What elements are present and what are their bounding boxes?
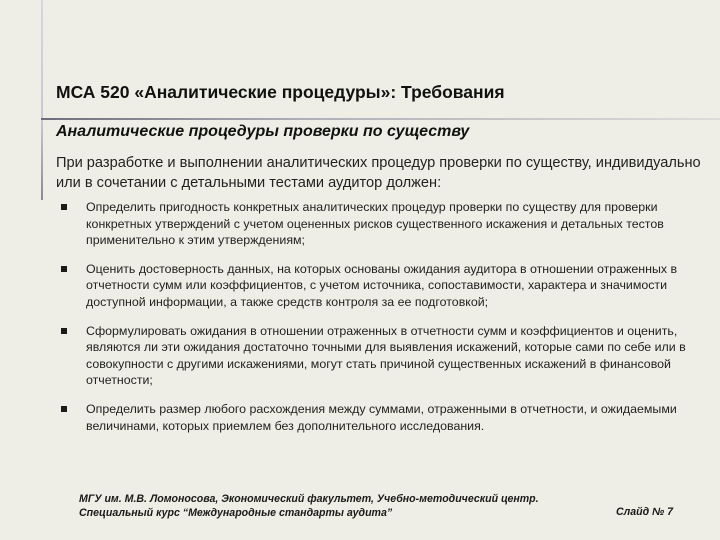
- list-item-text: Сформулировать ожидания в отношении отраженных в отчетности сумм и коэффициентов и оценить, являются ли эти ожидания достаточно точными для выявления искажений, которые сами по себе или в совокупности с другими искажениями, могут стать причиной существенных искажений в финансовой отчетности;: [86, 323, 686, 388]
- list-item-text: Определить размер любого расхождения между суммами, отраженными в отчетности, и ожидаемыми величинами, которых приемлем без дополнительного исследования.: [86, 401, 677, 433]
- list-item: [56, 199, 696, 249]
- slide-number: Слайд № 7: [616, 506, 674, 518]
- list-item: [56, 261, 696, 311]
- list-item: [56, 323, 696, 389]
- slide-subtitle: Аналитические процедуры проверки по существу: [56, 123, 470, 140]
- intro-paragraph: При разработке и выполнении аналитических процедур проверки по существу, индивидуально или в сочетании с детальными тестами аудитор должен:: [56, 155, 701, 191]
- slide-title: МСА 520 «Аналитические процедуры»: Требования: [56, 82, 505, 102]
- square-bullet-icon: [61, 328, 67, 334]
- vertical-divider: [41, 0, 43, 200]
- list-item-text: Определить пригодность конкретных аналитических процедур проверки по существу для проверки конкретных утверждений с учетом оцененных рисков существенного искажения и детальных тестов применительно к этим утверждениям;: [86, 200, 664, 248]
- square-bullet-icon: [61, 204, 67, 210]
- list-item: [56, 401, 696, 434]
- square-bullet-icon: [61, 266, 67, 272]
- horizontal-divider: [41, 118, 720, 120]
- square-bullet-icon: [61, 406, 67, 412]
- footer-credit: МГУ им. М.В. Ломоносова, Экономический факультет, Учебно-методический центр. Специальный курс “Международные стандарты аудита”: [79, 493, 539, 519]
- requirements-list: [56, 199, 696, 446]
- list-item-text: Оценить достоверность данных, на которых основаны ожидания аудитора в отношении отраженных в отчетности сумм или коэффициентов, с учетом источника, сопоставимости, характера и значимости доступной информации, а также средств контроля за ее подготовкой;: [86, 261, 678, 309]
